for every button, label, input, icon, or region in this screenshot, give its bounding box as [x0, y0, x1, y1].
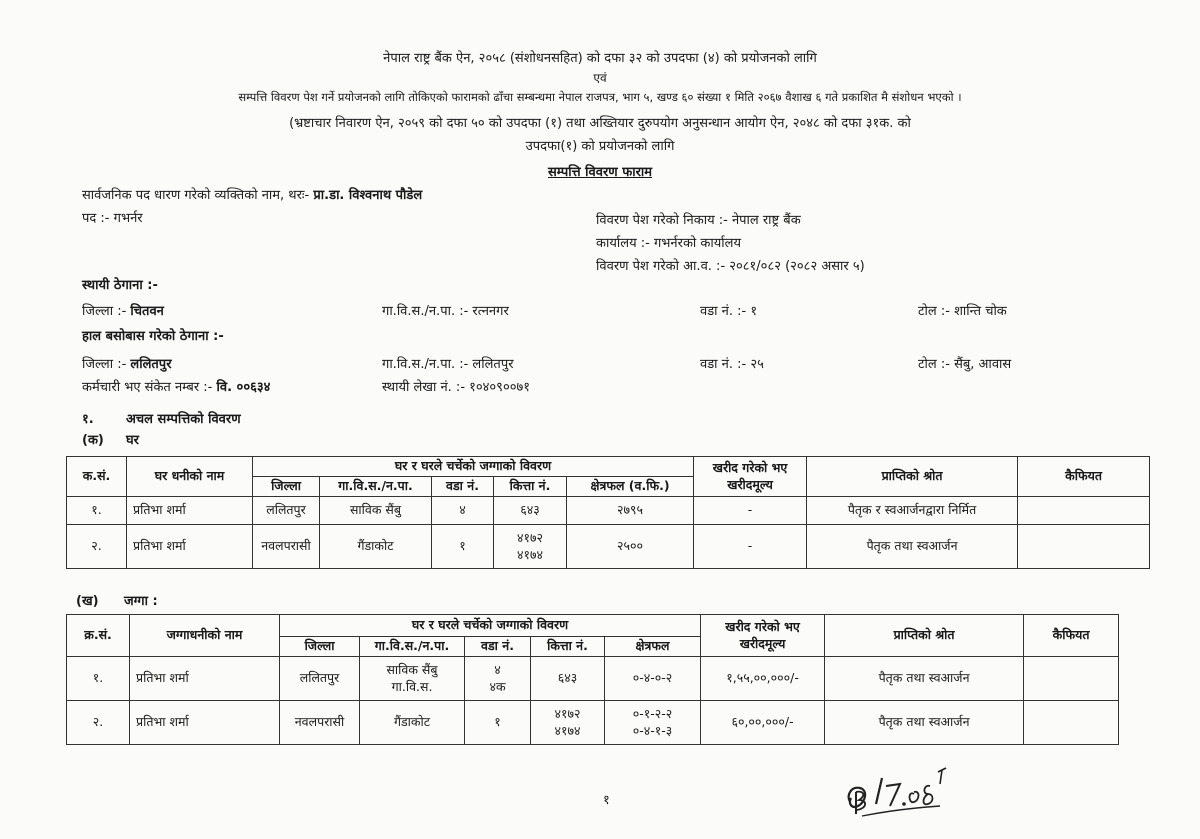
land-cell-sn: १. — [67, 657, 130, 701]
land-cell-source: पैतृक तथा स्वआर्जन — [825, 657, 1024, 701]
land-cell-source: पैतृक तथा स्वआर्जन — [825, 701, 1024, 745]
house-cell-remarks — [1018, 497, 1150, 525]
header-line-2: एवं — [593, 71, 607, 85]
land-cell-vdc: गैंडाकोट — [360, 701, 465, 745]
land-cell-sn: २. — [67, 701, 130, 745]
land-cell-ward: ४ ४क — [465, 657, 531, 701]
table-row — [67, 497, 1150, 525]
submitting-agency: विवरण पेश गरेको निकाय :- नेपाल राष्ट्र बैंक — [596, 213, 801, 228]
table-row — [67, 525, 1150, 569]
house-header-vdc: गा.वि.स./न.पा. — [320, 477, 432, 497]
house-header-source: प्राप्तिको श्रोत — [807, 457, 1018, 497]
house-label: घर — [126, 433, 140, 448]
land-header-district: जिल्ला — [280, 637, 360, 657]
house-cell-vdc: गैंडाकोट — [320, 525, 432, 569]
permanent-district-value: चितवन — [130, 304, 164, 319]
land-table — [66, 614, 1119, 745]
land-cell-area: ०-१-२-२ ०-४-१-३ — [605, 701, 701, 745]
house-cell-owner: प्रतिभा शर्मा — [127, 525, 253, 569]
table-row — [67, 657, 1119, 701]
employee-code-label: कर्मचारी भए संकेत नम्बर :- — [82, 380, 213, 395]
house-header-group: घर र घरले चर्चेको जग्गाको विवरण — [253, 457, 694, 477]
current-vdc: गा.वि.स./न.पा. :- ललितपुर — [382, 357, 514, 372]
office: कार्यालय :- गभर्नरको कार्यालय — [596, 236, 742, 251]
permanent-district-label: जिल्ला :- — [82, 304, 127, 319]
person-name-row — [82, 185, 422, 203]
house-cell-ward: ४ — [432, 497, 494, 525]
header-line-3: सम्पत्ति विवरण पेश गर्ने प्रयोजनको लागि तोकिएको फारामको ढाँचा सम्बन्धमा नेपाल राजपत्र, भाग ५, खण्ड ६० संख्या १ मिति २०६७ वैशाख ६ गते प्रकाशित मै संशोधन भएको । — [238, 90, 962, 104]
permanent-tole: टोल :- शान्ति चोक — [918, 304, 1007, 319]
form-title: सम्पत्ति विवरण फाराम — [547, 165, 653, 180]
land-cell-remarks — [1024, 657, 1119, 701]
employee-code-value: वि. ००६३४ — [216, 380, 271, 395]
house-cell-kitta: ६४३ — [494, 497, 567, 525]
current-address-heading: हाल बसोबास गरेको ठेगाना :- — [82, 329, 224, 344]
land-label-letter: (ख) — [76, 594, 99, 609]
land-header-ward: वडा नं. — [465, 637, 531, 657]
house-cell-district: नवलपरासी — [253, 525, 320, 569]
section-title: अचल सम्पत्तिको विवरण — [126, 412, 241, 427]
house-cell-vdc: साविक सैंबु — [320, 497, 432, 525]
house-cell-price: - — [694, 497, 807, 525]
house-header-area: क्षेत्रफल (व.फि.) — [567, 477, 694, 497]
permanent-district — [82, 301, 164, 319]
house-cell-sn: १. — [67, 497, 127, 525]
house-cell-source: पैतृक तथा स्वआर्जन — [807, 525, 1018, 569]
land-cell-remarks — [1024, 701, 1119, 745]
land-header-vdc: गा.वि.स./न.पा. — [360, 637, 465, 657]
house-header-sn: क.सं. — [67, 457, 127, 497]
land-cell-district: नवलपरासी — [280, 701, 360, 745]
house-cell-district: ललितपुर — [253, 497, 320, 525]
land-header-owner: जग्गाधनीको नाम — [130, 615, 280, 657]
land-header-source: प्राप्तिको श्रोत — [825, 615, 1024, 657]
land-cell-vdc: साविक सैंबु गा.वि.स. — [360, 657, 465, 701]
house-header-kitta: कित्ता नं. — [494, 477, 567, 497]
land-cell-kitta: ६४३ — [531, 657, 605, 701]
current-tole: टोल :- सैंबु, आवास — [918, 357, 1012, 372]
person-name-value: प्रा.डा. विश्वनाथ पौडेल — [313, 188, 423, 203]
land-cell-owner: प्रतिभा शर्मा — [130, 701, 280, 745]
current-district-label: जिल्ला :- — [82, 357, 127, 372]
house-cell-sn: २. — [67, 525, 127, 569]
permanent-account-number: स्थायी लेखा नं. :- १०४०९००७१ — [382, 380, 530, 395]
permanent-ward: वडा नं. :- १ — [700, 304, 758, 319]
house-label-letter: (क) — [82, 433, 104, 448]
house-cell-source: पैतृक र स्वआर्जनद्वारा निर्मित — [807, 497, 1018, 525]
house-table — [66, 456, 1150, 569]
current-ward: वडा नं. :- २५ — [700, 357, 764, 372]
table-row — [67, 701, 1119, 745]
permanent-address-heading: स्थायी ठेगाना :- — [82, 278, 158, 293]
person-post: पद :- गभर्नर — [82, 211, 143, 226]
land-cell-district: ललितपुर — [280, 657, 360, 701]
house-header-district: जिल्ला — [253, 477, 320, 497]
fiscal-year: विवरण पेश गरेको आ.व. :- २०८१/०८२ (२०८२ असार ५) — [596, 259, 865, 274]
house-header-ward: वडा नं. — [432, 477, 494, 497]
house-cell-owner: प्रतिभा शर्मा — [127, 497, 253, 525]
employee-code — [82, 377, 270, 395]
house-header-price: खरीद गरेको भए खरीदमूल्य — [694, 457, 807, 497]
house-cell-price: - — [694, 525, 807, 569]
land-header-kitta: कित्ता नं. — [531, 637, 605, 657]
house-header-remarks: कैफियत — [1018, 457, 1150, 497]
section-number: १. — [82, 412, 94, 427]
house-cell-area: २५०० — [567, 525, 694, 569]
house-header-owner: घर धनीको नाम — [127, 457, 253, 497]
header-line-5: उपदफा(१) को प्रयोजनको लागि — [525, 139, 675, 154]
permanent-vdc: गा.वि.स./न.पा. :- रत्ननगर — [382, 304, 509, 319]
land-cell-price: ६०,००,०००/- — [701, 701, 825, 745]
signature-image — [842, 764, 952, 824]
land-header-remarks: कैफियत — [1024, 615, 1119, 657]
house-cell-area: २७९५ — [567, 497, 694, 525]
land-header-group: घर र घरले चर्चेको जग्गाको विवरण — [280, 615, 701, 637]
house-cell-remarks — [1018, 525, 1150, 569]
land-header-sn: क्र.सं. — [67, 615, 130, 657]
land-cell-area: ०-४-०-२ — [605, 657, 701, 701]
land-header-price: खरीद गरेको भए खरीदमूल्य — [701, 615, 825, 657]
land-cell-kitta: ४१७२ ४१७४ — [531, 701, 605, 745]
land-cell-owner: प्रतिभा शर्मा — [130, 657, 280, 701]
page-number: १ — [603, 793, 610, 808]
current-district-value: ललितपुर — [130, 357, 172, 372]
land-cell-price: १,५५,००,०००/- — [701, 657, 825, 701]
land-label: जग्गा : — [124, 594, 158, 609]
header-line-4: (भ्रष्टाचार निवारण ऐन, २०५९ को दफा ५० को उपदफा (१) तथा अख्तियार दुरुपयोग अनुसन्धान आयोग ऐन, २०४८ को दफा ३१क. को — [289, 116, 911, 131]
land-header-area: क्षेत्रफल — [605, 637, 701, 657]
current-district — [82, 354, 172, 372]
land-cell-ward: १ — [465, 701, 531, 745]
house-cell-ward: १ — [432, 525, 494, 569]
person-name-label: सार्वजनिक पद धारण गरेको व्यक्तिको नाम, थरः- — [82, 188, 310, 203]
house-cell-kitta: ४१७२ ४१७४ — [494, 525, 567, 569]
header-line-1: नेपाल राष्ट्र बैंक ऐन, २०५८ (संशोधनसहित) को दफा ३२ को उपदफा (४) को प्रयोजनको लागि — [383, 51, 817, 66]
